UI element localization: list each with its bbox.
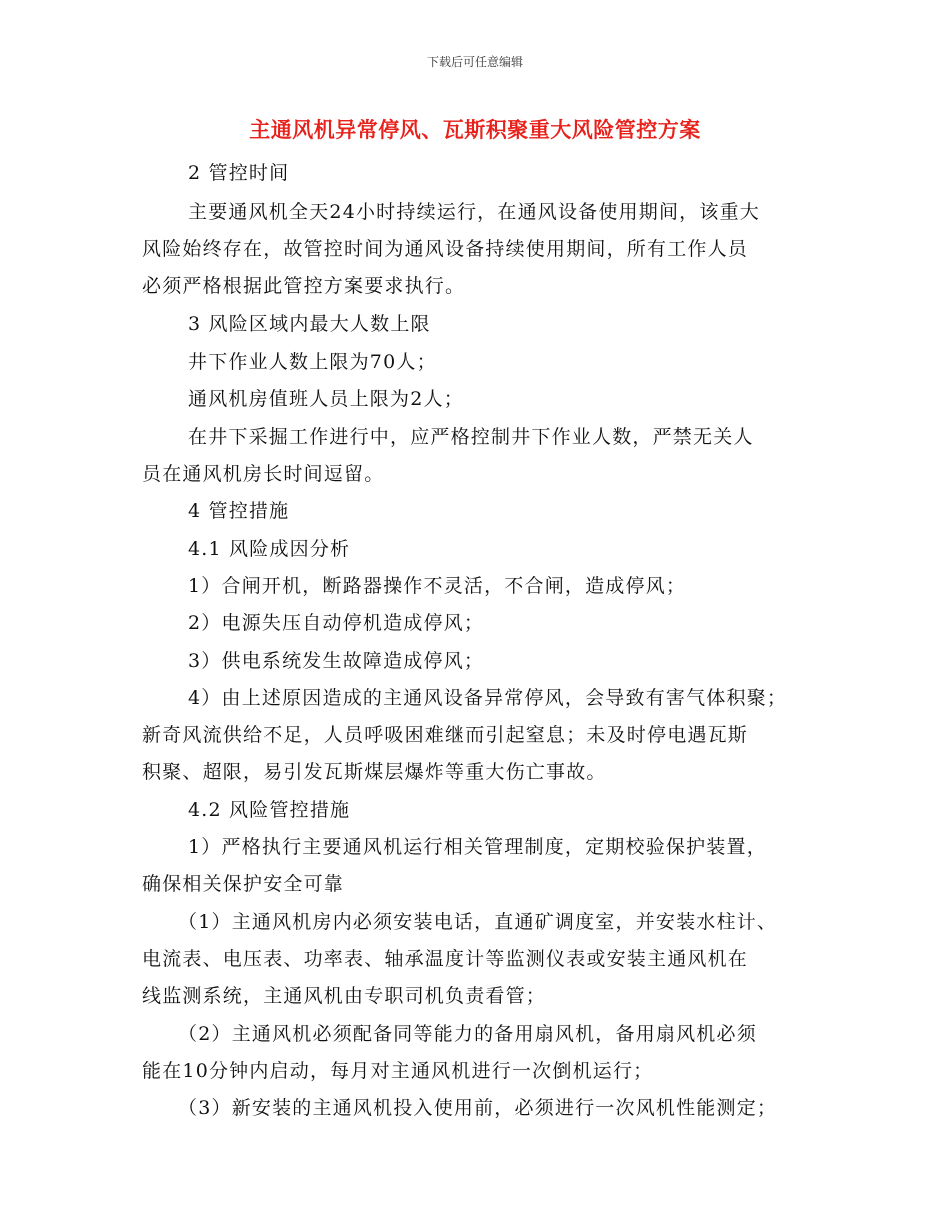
paragraph-line: 主要通风机全天24小时持续运行，在通风设备使用期间，该重大 — [188, 201, 760, 223]
subsection-heading: 4.1 风险成因分析 — [188, 538, 351, 560]
list-item: 2）电源失压自动停机造成停风； — [188, 612, 485, 634]
list-item: 3）供电系统发生故障造成停风； — [188, 650, 485, 672]
paragraph-line: 员在通风机房长时间逗留。 — [142, 463, 385, 485]
paragraph-line: 井下作业人数上限为70人； — [188, 351, 437, 373]
paragraph-line: 在井下采掘工作进行中，应严格控制井下作业人数，严禁无关人 — [188, 426, 754, 448]
subsection-heading: 4.2 风险管控措施 — [188, 799, 351, 821]
paragraph-line: 必须严格根据此管控方案要求执行。 — [142, 275, 466, 297]
paragraph-line: 通风机房值班人员上限为2人； — [188, 388, 464, 410]
paragraph-line: 电流表、电压表、功率表、轴承温度计等监测仪表或安装主通风机在 — [142, 948, 749, 970]
list-item: （3）新安装的主通风机投入使用前，必须进行一次风机性能测定； — [178, 1097, 778, 1119]
paragraph-line: 能在10分钟内启动，每月对主通风机进行一次倒机运行； — [142, 1060, 654, 1082]
header-note: 下载后可任意编辑 — [426, 55, 523, 69]
paragraph-line: 线监测系统，主通风机由专职司机负责看管； — [142, 985, 547, 1007]
list-item: 4）由上述原因造成的主通风设备异常停风，会导致有害气体积聚； — [188, 687, 788, 709]
paragraph-line: 积聚、超限，易引发瓦斯煤层爆炸等重大伤亡事故。 — [142, 761, 607, 783]
list-item: 1）严格执行主要通风机运行相关管理制度，定期校验保护装置， — [188, 836, 767, 858]
section-heading: 3 风险区域内最大人数上限 — [188, 313, 431, 335]
paragraph-line: 新奇风流供给不足，人员呼吸困难继而引起窒息；未及时停电遇瓦斯 — [142, 724, 749, 746]
document-title: 主通风机异常停风、瓦斯积聚重大风险管控方案 — [249, 117, 701, 142]
list-item: 1）合闸开机，断路器操作不灵活，不合闸，造成停风； — [188, 575, 687, 597]
section-heading: 4 管控措施 — [188, 500, 290, 522]
list-item: （1）主通风机房内必须安装电话，直通矿调度室，并安装水柱计、 — [178, 911, 778, 933]
list-item: （2）主通风机必须配备同等能力的备用扇风机，备用扇风机必须 — [178, 1023, 757, 1045]
section-heading: 2 管控时间 — [188, 162, 290, 184]
paragraph-line: 风险始终存在，故管控时间为通风设备持续使用期间，所有工作人员 — [142, 238, 749, 260]
paragraph-line: 确保相关保护安全可靠 — [142, 873, 345, 895]
